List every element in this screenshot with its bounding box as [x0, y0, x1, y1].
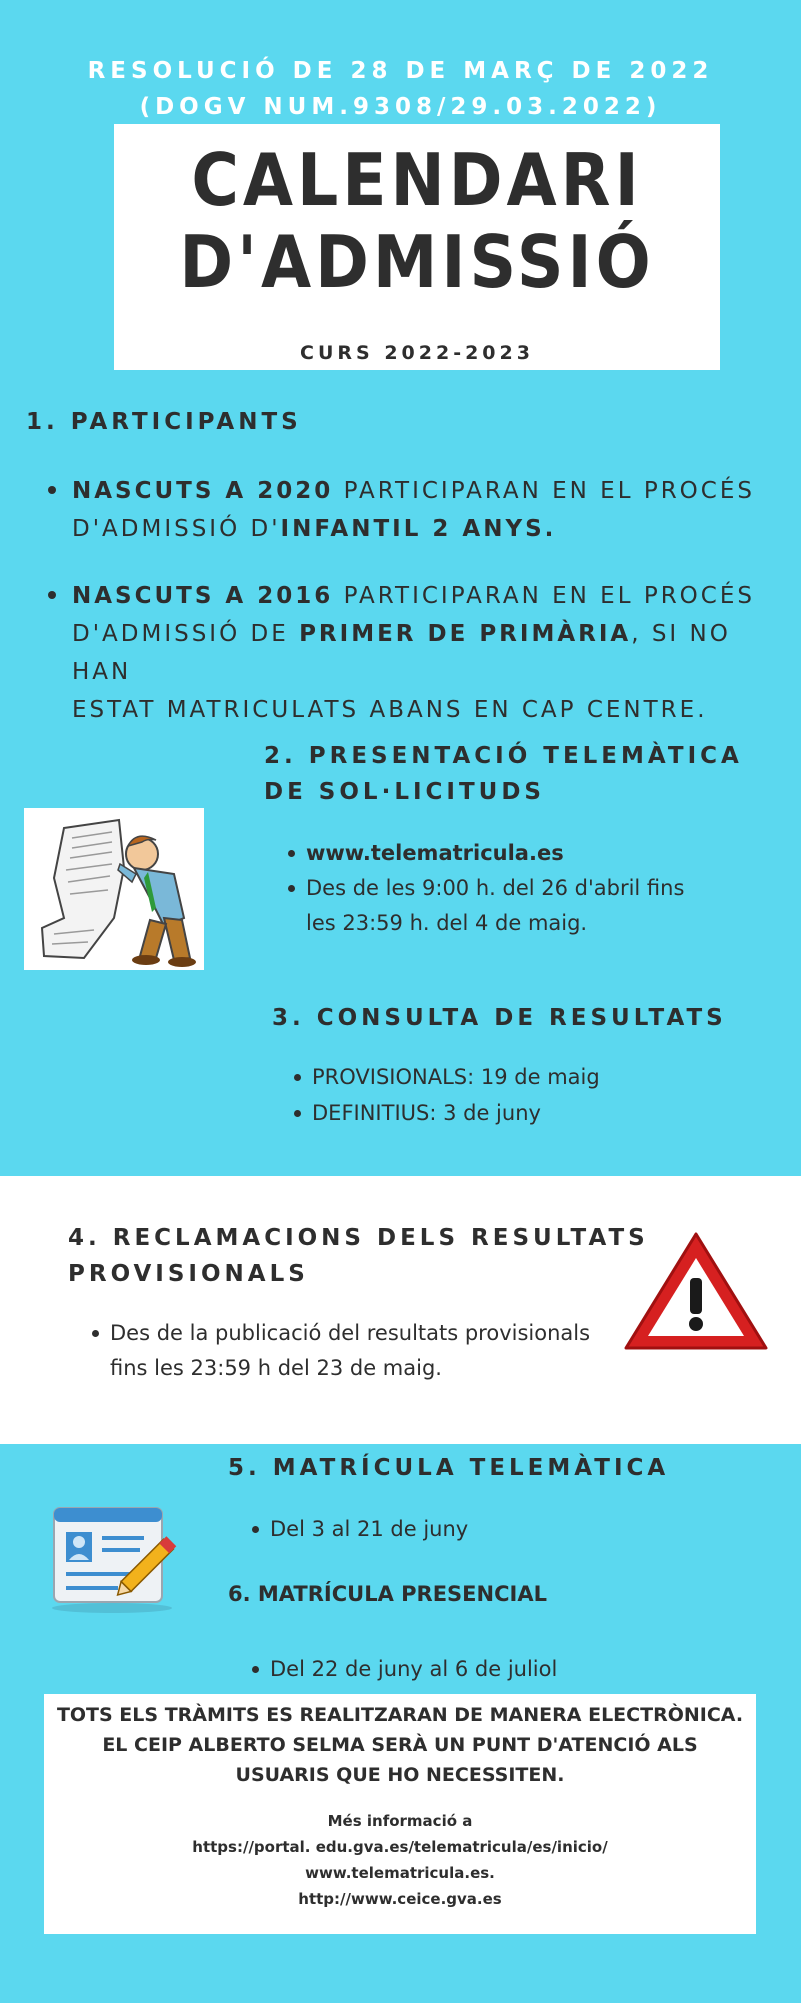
item2-text2: D'ADMISSIÓ DE	[72, 621, 300, 647]
item1-text1: PARTICIPARAN EN EL PROCÉS	[333, 478, 755, 504]
bullet-icon	[252, 1526, 259, 1533]
footer-line2: EL CEIP ALBERTO SELMA SERÀ UN PUNT D'ATENCIÓ ALS	[102, 1734, 698, 1756]
bullet-icon	[48, 486, 56, 494]
section1-item2	[72, 577, 792, 729]
section4-heading-line1: 4. RECLAMACIONS DELS RESULTATS	[68, 1225, 649, 1251]
footer-line3: USUARIS QUE HO NECESSITEN.	[235, 1764, 565, 1786]
telematica-dates: Del 3 al 21 de juny	[270, 1517, 469, 1541]
presencial-dates: Del 22 de juny al 6 de juliol	[270, 1657, 558, 1681]
section1-heading: 1. PARTICIPANTS	[26, 409, 302, 435]
section1-item1	[72, 472, 772, 548]
section4-item1	[110, 1316, 590, 1386]
telematricula-footer-link[interactable]: www.telematricula.es.	[305, 1864, 495, 1882]
title-line2: D'ADMISSIÓ	[179, 220, 655, 304]
item2-text4: ESTAT MATRICULATS ABANS EN CAP CENTRE.	[72, 697, 708, 723]
section3-heading: 3. CONSULTA DE RESULTATS	[272, 1005, 727, 1031]
section6-item1	[270, 1652, 557, 1687]
item1-bold1: NASCUTS A 2020	[72, 478, 334, 504]
bullet-icon	[252, 1666, 259, 1673]
form-with-pencil-icon	[48, 1496, 184, 1616]
footer-box	[44, 1694, 756, 1934]
section2-heading-line2: DE SOL·LICITUDS	[264, 779, 545, 805]
section5-item1	[270, 1512, 468, 1547]
bullet-icon	[294, 1110, 301, 1117]
more-info-label: Més informació a	[327, 1812, 473, 1830]
section4-item1-line2: fins les 23:59 h del 23 de maig.	[110, 1356, 442, 1380]
title-box	[114, 124, 720, 370]
resolution-line: RESOLUCIÓ DE 28 DE MARÇ DE 2022	[87, 58, 714, 84]
item2-bold1: NASCUTS A 2016	[72, 583, 334, 609]
definitius-date: DEFINITIUS: 3 de juny	[312, 1101, 541, 1125]
section4-heading-line2: PROVISIONALS	[68, 1261, 309, 1287]
section2-item2	[306, 871, 684, 941]
title-line1: CALENDARI	[191, 138, 643, 222]
telematricula-link[interactable]: www.telematricula.es	[306, 841, 564, 865]
item2-text1: PARTICIPARAN EN EL PROCÉS	[333, 583, 755, 609]
item2-bold2: PRIMER DE PRIMÀRIA	[299, 621, 632, 647]
section6-heading: 6. MATRÍCULA PRESENCIAL	[228, 1582, 547, 1606]
footer-line1: TOTS ELS TRÀMITS ES REALITZARAN DE MANERA ELECTRÒNICA.	[56, 1704, 744, 1726]
bullet-icon	[92, 1330, 99, 1337]
course-label: CURS 2022-2023	[300, 342, 534, 364]
section2-item2-line2: les 23:59 h. del 4 de maig.	[306, 911, 588, 935]
ceice-link[interactable]: http://www.ceice.gva.es	[298, 1890, 502, 1908]
bullet-icon	[288, 885, 295, 892]
section4-item1-line1: Des de la publicació del resultats provisionals	[110, 1321, 591, 1345]
section2-heading-line1: 2. PRESENTACIÓ TELEMÀTICA	[264, 743, 743, 769]
section2-item1	[306, 836, 564, 871]
warning-triangle-icon	[618, 1220, 774, 1360]
dogv-line: (DOGV NUM.9308/29.03.2022)	[139, 94, 662, 120]
section2-item2-line1: Des de les 9:00 h. del 26 d'abril fins	[306, 876, 685, 900]
bullet-icon	[294, 1074, 301, 1081]
item2-text3: , SI NO HAN	[72, 621, 731, 685]
item1-text2: D'ADMISSIÓ D'	[72, 516, 281, 542]
man-reading-long-list-icon	[24, 808, 204, 970]
item1-bold2: INFANTIL 2 ANYS.	[280, 516, 557, 542]
bullet-icon	[288, 850, 295, 857]
section5-heading: 5. MATRÍCULA TELEMÀTICA	[228, 1455, 670, 1481]
section3-item1	[312, 1060, 600, 1095]
portal-link[interactable]: https://portal. edu.gva.es/telematricula/es/inicio/	[192, 1838, 608, 1856]
provisionals-date: PROVISIONALS: 19 de maig	[312, 1065, 600, 1089]
section3-item2	[312, 1096, 541, 1131]
bullet-icon	[48, 591, 56, 599]
